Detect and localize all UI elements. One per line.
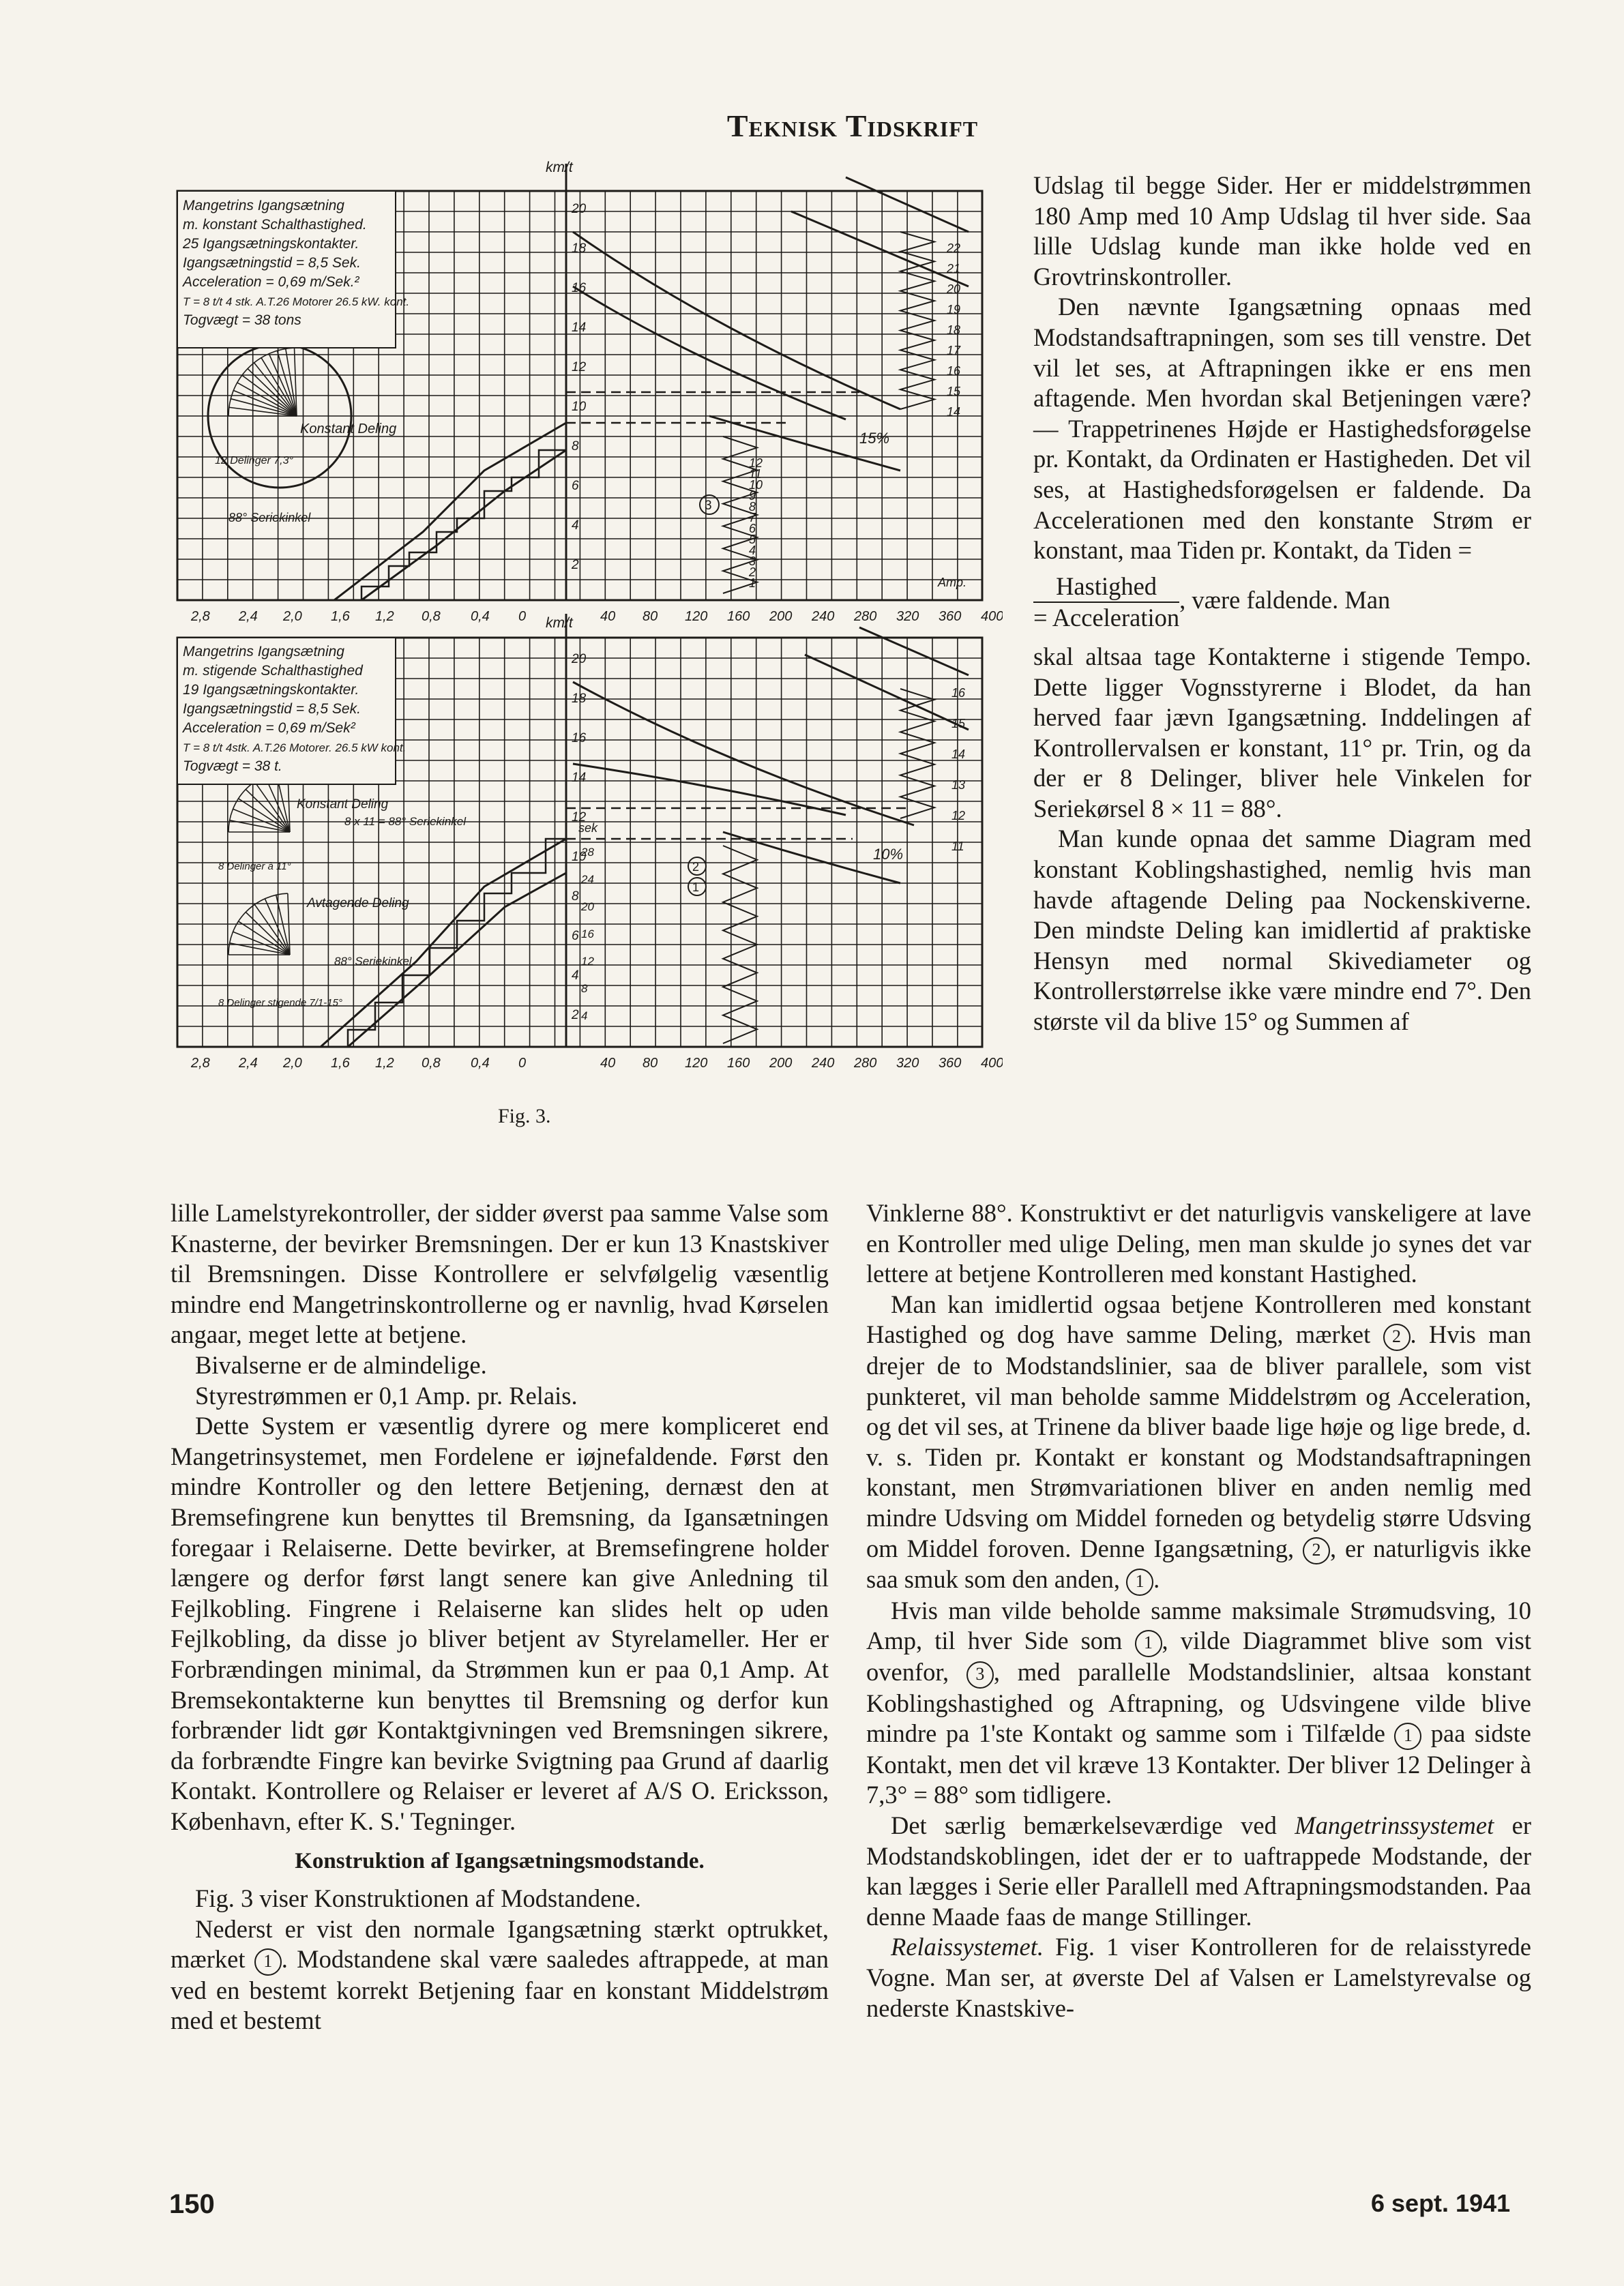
upper-unit-label: km/t (546, 160, 573, 175)
emphasis: Mangetrinssystemet (1295, 1811, 1494, 1840)
speed-tick-label: 14 (572, 321, 587, 335)
speed-tick-label: 12 (572, 810, 587, 825)
text-run: Det særlig bemærkelseværdige ved (891, 1811, 1277, 1840)
axis-tick-label: 280 (854, 1056, 877, 1071)
contact-number: 19 (947, 303, 961, 316)
contact-number: 20 (947, 282, 961, 296)
contact-number: 11 (749, 467, 762, 481)
upper-pie-label: Konstant Deling (300, 421, 397, 436)
axis-tick-label: 80 (643, 1056, 658, 1071)
axis-tick-label: 240 (812, 1056, 835, 1071)
circled-one: 1 (1135, 1630, 1162, 1657)
contact-number: 17 (947, 344, 961, 357)
axis-tick-label: 0,4 (471, 1056, 490, 1071)
right-column-lower (866, 1198, 1531, 2023)
text-run: Man kan imidlertid ogsaa betjene Kontrolleren med konstant Hastighed og dog have samme Deling, mærket (866, 1290, 1531, 1349)
axis-tick-label: 160 (727, 1056, 750, 1071)
axis-tick-label: 1,6 (331, 1056, 350, 1071)
axis-tick-label: 2,4 (239, 1056, 258, 1071)
speed-tick-label: 4 (572, 968, 579, 983)
speed-tick-label: 14 (572, 771, 587, 785)
upper-amp-label: Amp. (938, 576, 967, 589)
axis-tick-label: 120 (685, 609, 708, 624)
axis-tick-label: 0,8 (422, 609, 441, 624)
axis-tick-label: 400 (981, 609, 1003, 624)
speed-tick-label: 18 (572, 241, 587, 256)
text-run: . Modstandene skal være saaledes aftrappede, at man ved en bestemt korrekt Betjening faar en konstant Middelstrøm med et bestemt (171, 1945, 829, 2035)
text-run: Nederst er vist den normale Igangsætning stærkt optrukket, mærket (171, 1914, 829, 1974)
upper-legend-line-3: 25 Igangsætningskontakter. (183, 236, 359, 252)
text-run: , med parallelle Modstandslinier, altsaa konstant Koblingshastighed og Aftrapning, og Udsvingene vilde blive mindre pa 1'ste Kontakt og samme som i Tilfælde (866, 1658, 1531, 1748)
speed-tick-label: 20 (572, 202, 587, 216)
lower-pie2-label: Avtagende Deling (307, 896, 409, 910)
resistance-tick-label: 4 (581, 1009, 588, 1022)
contact-number: 15 (947, 385, 961, 398)
contact-number: 15 (951, 717, 966, 730)
lower-legend-line-5: Acceleration = 0,69 m/Sek² (183, 720, 355, 736)
circled-one: 1 (1126, 1569, 1153, 1596)
axis-tick-label: 80 (643, 609, 658, 624)
text-run: paa sidste Kontakt, men det vil kræve 13 Kontakter. Der bliver 12 Delinger à 7,3° = 88° som tidligere. (866, 1719, 1531, 1809)
speed-tick-label: 8 (572, 439, 579, 454)
axis-tick-label: 320 (896, 609, 919, 624)
upper-legend-line-7: Togvægt = 38 tons (183, 312, 301, 328)
resistance-tick-label: 8 (581, 982, 588, 995)
formula-fraction (1033, 572, 1179, 634)
lower-pie2-sub: 88° Seriekinkel (334, 955, 412, 968)
axis-tick-label: 320 (896, 1056, 919, 1071)
speed-tick-label: 16 (572, 281, 587, 295)
lower-unit-label: km/t (546, 615, 573, 631)
axis-tick-label: 2,0 (283, 609, 302, 624)
right-column-upper (1033, 170, 1531, 1037)
axis-tick-label: 240 (812, 609, 835, 624)
contact-number: 6 (749, 522, 756, 535)
paragraph: Bivalserne er de almindelige. (195, 1350, 487, 1379)
text-run: Fig. 1 viser Kontrolleren for de relaisstyrede Vogne. Man ser, at øverste Del af Valsen er Lamelstyrevalse og nederste Knastskive- (866, 1933, 1532, 2022)
axis-tick-label: 0 (518, 609, 527, 624)
speed-tick-label: 10 (572, 400, 587, 414)
paragraph (866, 1596, 1531, 1811)
upper-legend-line-4: Igangsætningstid = 8,5 Sek. (183, 255, 361, 271)
lower-legend-line-7: Togvægt = 38 t. (183, 758, 282, 774)
axis-tick-label: 2,0 (283, 1056, 302, 1071)
text-run: , vilde Diagrammet blive som vist ovenfor, (866, 1627, 1532, 1687)
paragraph: Udslag til begge Sider. Her er middelstrømmen 180 Amp med 10 Amp Udslag til hver side. Saa lille Udslag kunde man ikke holde ved en Grovtrinskontroller. (1033, 171, 1531, 291)
lower-circled-number-1: 1 (692, 880, 700, 894)
contact-number: 14 (947, 405, 961, 419)
text-run: Hvis man vilde beholde samme maksimale Strømudsving, 10 Amp, til hver Side som (866, 1596, 1531, 1655)
circled-two: 2 (1303, 1537, 1330, 1564)
contact-number: 4 (749, 544, 756, 557)
paragraph (171, 1914, 829, 2036)
upper-legend-line-5: Acceleration = 0,69 m/Sek.² (183, 274, 359, 290)
upper-circled-number: 3 (705, 499, 712, 513)
contact-number: 12 (951, 809, 966, 822)
contact-number: 1 (749, 576, 756, 590)
text-run: , være faldende. Man (1179, 585, 1391, 614)
resistance-tick-label: 20 (581, 900, 594, 913)
upper-percent: 15% (859, 430, 890, 447)
circled-three: 3 (966, 1661, 994, 1689)
resistance-tick-label: 16 (581, 927, 594, 940)
paragraph: lille Lamelstyrekontroller, der sidder øverst paa samme Valse som Knasterne, der bevirker Bremsningen. Der er kun 13 Knastskiver til Bremsningen. Disse Kontrollere er selvfølgelig væsentlig mindre end Mangetrinskontrollerne og er navnlig, hvad Kørselen angaar, meget lette at betjene. (171, 1199, 829, 1349)
contact-number: 16 (947, 364, 961, 378)
contact-number: 11 (951, 840, 964, 853)
contact-number: 18 (947, 323, 961, 337)
axis-tick-label: 0,8 (422, 1056, 441, 1071)
speed-tick-label: 6 (572, 929, 579, 943)
speed-tick-label: 4 (572, 518, 579, 533)
issue-date: 6 sept. 1941 (1371, 2189, 1511, 2217)
axis-tick-label: 0,4 (471, 609, 490, 624)
contact-number: 13 (951, 778, 966, 792)
contact-number: 5 (749, 533, 756, 546)
pie-division-line (231, 399, 297, 416)
journal-title: Teknisk Tidskrift (726, 108, 979, 143)
axis-tick-label: 160 (727, 609, 750, 624)
page-number: 150 (169, 2189, 215, 2219)
paragraph (866, 1811, 1531, 1932)
speed-tick-label: 6 (572, 479, 579, 493)
paragraph: Fig. 3 viser Konstruktionen af Modstandene. (195, 1884, 641, 1913)
axis-tick-label: 1,2 (375, 1056, 394, 1071)
contact-number: 9 (749, 489, 756, 503)
paragraph: Styrestrømmen er 0,1 Amp. pr. Relais. (195, 1381, 578, 1410)
paragraph: Vinklerne 88°. Konstruktivt er det naturligvis vanskeligere at lave en Kontroller med ulige Deling, men man skulde jo synes det var lettere at betjene Kontrolleren med konstant Hastighed. (866, 1199, 1531, 1288)
figure-caption: Fig. 3. (498, 1105, 551, 1127)
figure-3-diagram (164, 150, 1003, 1098)
speed-tick-label: 20 (572, 652, 587, 666)
lower-legend-line-3: 19 Igangsætningskontakter. (183, 682, 359, 698)
contact-number: 16 (951, 686, 966, 700)
paragraph (1033, 292, 1531, 565)
axis-tick-label: 280 (854, 609, 877, 624)
resistance-diagram (164, 150, 1003, 1098)
lower-circled-number-2: 2 (692, 860, 700, 874)
contact-number: 8 (749, 500, 756, 514)
upper-pie-count: 12 Delinger 7,3° (215, 455, 293, 466)
axis-tick-label: 200 (769, 1056, 793, 1071)
section-heading: Konstruktion af Igangsætningsmodstande. (295, 1849, 705, 1874)
axis-tick-label: 2,4 (239, 609, 258, 624)
text-run: . Hvis man drejer de to Modstandslinier, saa de bliver parallele, som vist punkteret, vil man beholde samme Middelstrøm og Acceleration, og det vil ses, at Trinene da bliver baade lige høje og lige brede, d. v. s. Tiden pr. Kontakt er konstant og Modstandsaftrapningen konstant, men Strømvariationen bliver en anden nemlig med mindre Udsving om Middel forneden og betydelig større Udsving om Middel foroven. Denne Igangsætning, (866, 1320, 1532, 1562)
lower-legend-line-6: T = 8 t/t 4stk. A.T.26 Motorer. 26.5 kW kont. (183, 741, 407, 754)
left-column (171, 1198, 829, 2036)
contact-number: 7 (749, 511, 756, 524)
axis-tick-label: 2,8 (191, 1056, 210, 1071)
text-run: , er naturligvis ikke saa smuk som den anden, (866, 1534, 1531, 1594)
axis-tick-label: 360 (939, 609, 962, 624)
circled-one: 1 (254, 1948, 282, 1976)
contact-number: 22 (947, 241, 961, 255)
lower-legend-line-4: Igangsætningstid = 8,5 Sek. (183, 701, 361, 717)
resistance-tick-label: 28 (581, 846, 594, 859)
axis-tick-label: 400 (981, 1056, 1003, 1071)
contact-number: 3 (749, 554, 756, 568)
upper-legend-line-6: T = 8 t/t 4 stk. A.T.26 Motorer 26.5 kW. kont. (183, 295, 410, 308)
lower-pie2-count: 8 Delinger stigende 7/1-15° (218, 997, 342, 1009)
lower-legend-line-1: Mangetrins Igangsætning (183, 644, 344, 659)
fraction-denominator: = Acceleration (1033, 604, 1180, 632)
axis-tick-label: 0 (518, 1056, 527, 1071)
axis-tick-label: 120 (685, 1056, 708, 1071)
speed-tick-label: 12 (572, 360, 587, 374)
contact-number: 2 (749, 565, 756, 579)
lower-pie1-sub: 8 x 11 = 88° Seriekinkel (344, 815, 467, 828)
emphasis: Relaissystemet. (891, 1933, 1044, 1961)
speed-tick-label: 2 (572, 558, 579, 572)
paragraph: skal altsaa tage Kontakterne i stigende Tempo. Dette ligger Vognsstyrerne i Blodet, da han herved faar jævn Igangsætning. Inddelingen af Kontrollervalsen er konstant, 11° pr. Trin, og da der er 8 Delinger, bliver hele Vinkelen for Seriekørsel 8 × 11 = 88°. (1033, 642, 1531, 822)
formula-line (1033, 572, 1531, 634)
upper-series-angle: 88° Seriekinkel (228, 511, 311, 524)
axis-tick-label: 40 (600, 1056, 616, 1071)
axis-tick-label: 200 (769, 609, 793, 624)
speed-tick-label: 2 (572, 1008, 579, 1022)
circled-one: 1 (1394, 1723, 1421, 1750)
upper-legend-line-1: Mangetrins Igangsætning (183, 198, 344, 213)
resistance-tick-label: 12 (581, 955, 594, 968)
speed-tick-label: 8 (572, 889, 579, 904)
lower-pie1-count: 8 Delinger à 11° (218, 861, 291, 872)
text-run: er Modstandskoblingen, idet der er to uaftrappede Modstande, der kan lægges i Serie eller Parallell med Aftrapningsmodstanden. Paa denne Maade faas de mange Stillinger. (866, 1811, 1531, 1931)
resistance-tick-label: 24 (581, 873, 594, 886)
contact-number: 12 (749, 456, 763, 470)
speed-tick-label: 16 (572, 731, 587, 745)
upper-legend-line-2: m. konstant Schalthastighed. (183, 217, 367, 233)
contact-number: 14 (951, 747, 966, 761)
paragraph: Man kunde opnaa det samme Diagram med konstant Koblingshastighed, nemlig hvis man havde aftagende Deling paa Nockenskiverne. Den mindste Deling kan imidlertid af praktiske Hensyn med normal Skivediameter og Kontrollerstørrelse ikke være mindre end 7°. Den største vil da blive 15° og Summen af (1033, 825, 1531, 1036)
paragraph: Man kan imidlertid ogsaa betjene Kontrolleren med konstant Hastighed og dog have samme Deling, mærket 2 . Hvis man drejer de to Modstandslinier, saa de bliver parallele, som vist punkteret, vil man beholde samme Middelstrøm og Acceleration, og det vil ses, at Trinene da bliver baade lige høje og lige brede, d. v. s. Tiden pr. Kontakt er konstant og Modstandsaftrapningen konstant, men Strømvariationen bliver en anden nemlig med mindre Udsving om Middel forneden og betydelig større Udsving om Middel foroven. Denne Igangsætning, 2 , er naturligvis ikke saa smuk som den anden, 1 . (866, 1290, 1531, 1596)
paragraph: Dette System er væsentlig dyrere og mere kompliceret end Mangetrinsystemet, men Fordelene er iøjnefaldende. Først den mindre Kontroller og den lettere Betjening, dernæst den at Bremsefingrene kun benyttes til Bremsning, da Igansætningen foregaar i Relaiserne. Dette bevirker, at Bremsefingrene holder længere og derfor først langt senere kan give Anledning til Fejlkobling. Fingrene i Relaiserne kan slides helt op uden Fejlkobling, da disse jo bliver betjent av Styrelameller. Her er Forbrændingen minimal, da Strømmen kun er paa 0,1 Amp. At Bremsekontakterne kun benyttes til Bremsning og derfor kun forbrænder lidt gør Kontaktgivningen ved Bremsningen sikrere, da forbrændte Fingre kan bevirke Svigtning paa Grund af daarlig Kontakt. Kontrollere og Relaiser er leveret af A/S O. Ericksson, København, efter K. S.' Tegninger. (171, 1412, 829, 1835)
speed-tick-label: 10 (572, 850, 587, 864)
circled-two: 2 (1383, 1324, 1411, 1351)
axis-tick-label: 1,6 (331, 609, 350, 624)
paragraph (866, 1932, 1531, 2023)
lower-legend-line-2: m. stigende Schalthastighed (183, 663, 363, 679)
axis-tick-label: 2,8 (191, 609, 210, 624)
lower-percent: 10% (873, 846, 904, 863)
lower-pie1-label: Konstant Deling (297, 797, 389, 812)
text-run: Den nævnte Igangsætning opnaas med Modstandsaftrapningen, som ses till venstre. Det vil let ses, at Aftrapningen ikke er ens men aftagende. Men hvordan skal Betjeningen være? — Trappetrinenes Højde er Hastighedsforøgelse pr. Kontakt, da Ordinaten er Hastigheden. Det vil ses, at Hastighedsforøgelsen er faldende. Da Accelerationen med den konstante Strøm er konstant, maa Tiden pr. Kontakt, da Tiden = (1033, 293, 1531, 565)
contact-number: 10 (749, 478, 763, 492)
axis-tick-label: 1,2 (375, 609, 394, 624)
speed-tick-label: 18 (572, 692, 587, 706)
lower-sek-label: sek (578, 821, 598, 835)
contact-number: 21 (947, 262, 961, 276)
fraction-numerator: Hastighed (1033, 572, 1179, 604)
axis-tick-label: 360 (939, 1056, 962, 1071)
axis-tick-label: 40 (600, 609, 616, 624)
